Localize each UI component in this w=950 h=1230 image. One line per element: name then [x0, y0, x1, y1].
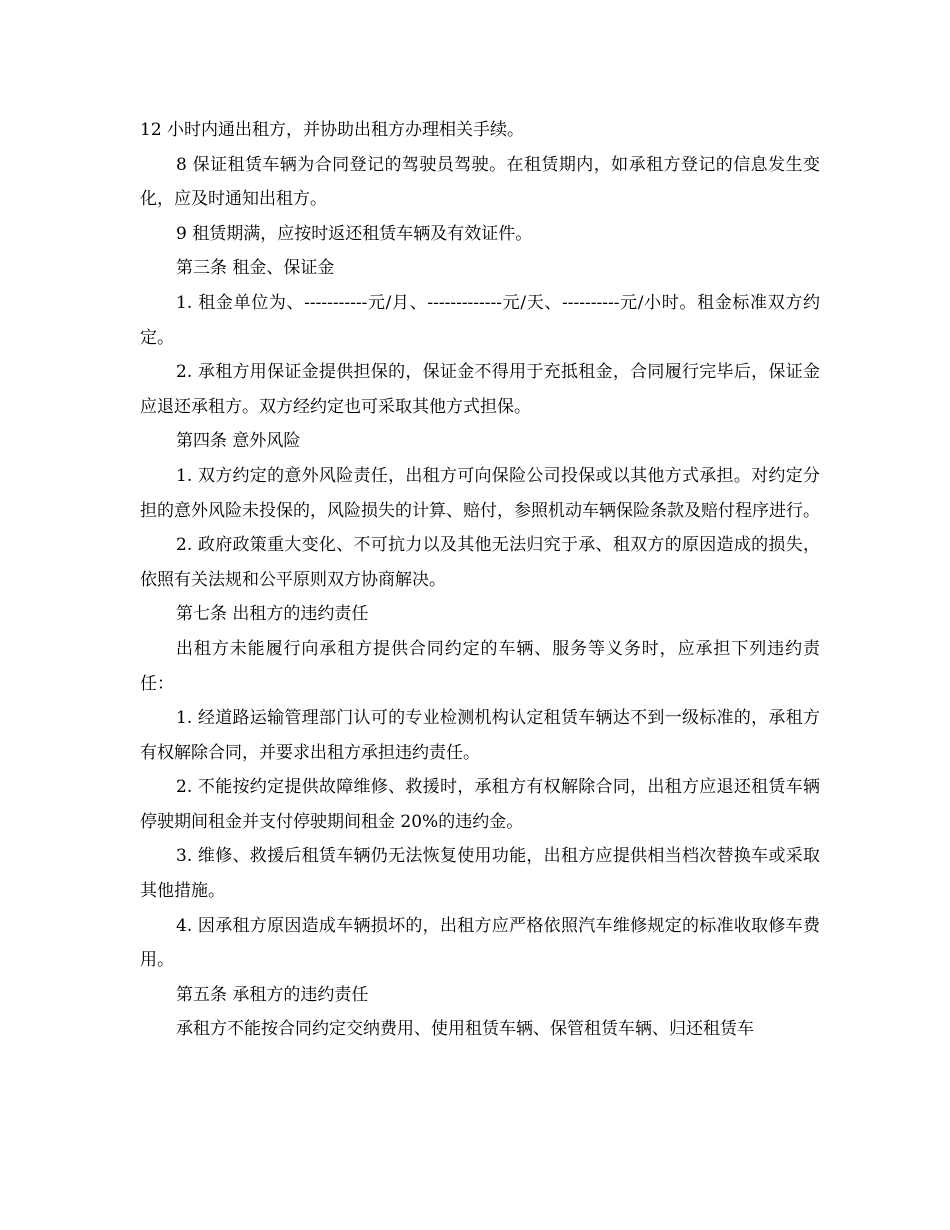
- paragraph-lessor-breach-3: 3. 维修、救援后租赁车辆仍无法恢复使用功能，出租方应提供相当档次替换车或采取其他措施。: [140, 846, 820, 902]
- section-heading-article-3: 第三条 租金、保证金: [176, 258, 335, 279]
- document-body: [140, 113, 820, 1047]
- paragraph-continuation: 12 小时内通出租方，并协助出租方办理相关手续。: [140, 120, 525, 140]
- paragraph-lessor-breach-1: 1. 经道路运输管理部门认可的专业检测机构认定租赁车辆达不到一级标准的，承租方有权解除合同，并要求出租方承担违约责任。: [140, 708, 820, 763]
- paragraph-rent-unit: 1. 租金单位为、-----------元/月、-------------元/天、----------元/小时。租金标准双方约定。: [140, 292, 820, 348]
- paragraph-accident-risk-1: 1. 双方约定的意外风险责任，出租方可向保险公司投保或以其他方式承担。对约定分担的意外风险未投保的，风险损失的计算、赔付，参照机动车辆保险条款及赔付程序进行。: [140, 465, 820, 521]
- section-heading-article-5: 第五条 承租方的违约责任: [176, 984, 369, 1005]
- paragraph-item-9: 9 租赁期满，应按时返还租赁车辆及有效证件。: [176, 223, 533, 244]
- paragraph-lessee-breach-intro: 承租方不能按合同约定交纳费用、使用租赁车辆、保管租赁车辆、归还租赁车: [176, 1019, 754, 1040]
- paragraph-deposit: 2. 承租方用保证金提供担保的，保证金不得用于充抵租金，合同履行完毕后，保证金应退还承租方。双方经约定也可采取其他方式担保。: [140, 362, 820, 417]
- paragraph-accident-risk-2: 2. 政府政策重大变化、不可抗力以及其他无法归究于承、租双方的原因造成的损失，依照有关法规和公平原则双方协商解决。: [140, 535, 820, 590]
- paragraph-lessor-breach-intro: 出租方未能履行向承租方提供合同约定的车辆、服务等义务时，应承担下列违约责任：: [140, 638, 820, 694]
- section-heading-article-4: 第四条 意外风险: [176, 431, 301, 452]
- paragraph-lessor-breach-4: 4. 因承租方原因造成车辆损坏的，出租方应严格依照汽车维修规定的标准收取修车费用。: [140, 915, 820, 971]
- section-heading-article-7: 第七条 出租方的违约责任: [176, 604, 369, 625]
- paragraph-lessor-breach-2: 2. 不能按约定提供故障维修、救援时，承租方有权解除合同，出租方应退还租赁车辆停驶期间租金并支付停驶期间租金 20%的违约金。: [140, 777, 820, 832]
- paragraph-item-8: 8 保证租赁车辆为合同登记的驾驶员驾驶。在租赁期内，如承租方登记的信息发生变化，应及时通知出租方。: [140, 154, 820, 210]
